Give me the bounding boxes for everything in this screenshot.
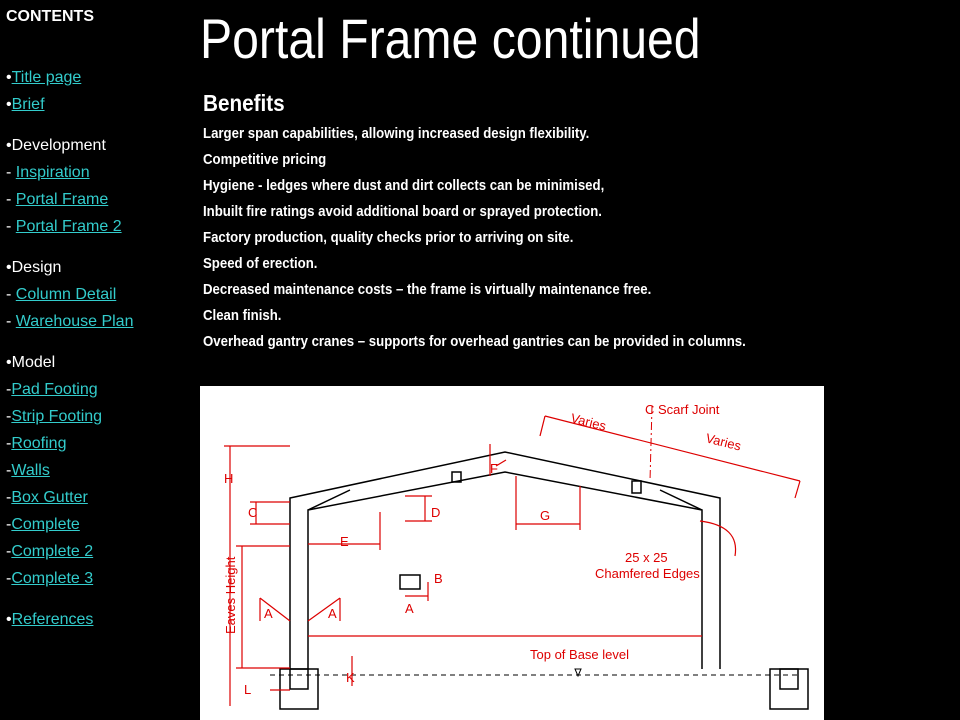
label-g: G [540,508,551,523]
label-a-left: A [264,606,273,621]
nav-complete: -Complete [6,516,80,533]
link-column-detail[interactable]: Column Detail [15,286,117,303]
dimension-lines [224,416,800,706]
contents-heading: CONTENTS [6,8,94,25]
nav-portal-frame: - Portal Frame [6,191,109,208]
sidebar-contents [6,8,196,633]
label-chamfer-1: 25 x 25 [625,550,668,565]
benefit-item: Overhead gantry cranes – supports for overhead gantries can be provided in columns. [203,333,746,350]
nav-walls: -Walls [6,462,50,479]
label-d: D [431,505,441,520]
link-complete-2[interactable]: Complete 2 [11,543,94,560]
link-complete[interactable]: Complete [11,516,80,533]
nav-title-page: •Title page [6,69,82,86]
nav-references: •References [6,611,94,628]
label-varies-2: Varies [704,430,743,454]
label-l: L [244,682,252,697]
link-strip-footing[interactable]: Strip Footing [11,408,103,425]
label-h: H [224,471,234,486]
label-eaves-height: Eaves Height [223,556,238,634]
benefit-item: Competitive pricing [203,151,327,168]
section-model: •Model [6,354,56,371]
link-pad-footing[interactable]: Pad Footing [11,381,98,398]
link-brief[interactable]: Brief [11,96,45,113]
label-a-section: A [405,601,414,616]
link-references[interactable]: References [11,611,94,628]
label-scarf-joint: C Scarf Joint [645,402,720,417]
label-a-right: A [328,606,337,621]
label-e: E [340,534,349,549]
nav-complete-3: -Complete 3 [6,570,94,587]
benefit-item: Decreased maintenance costs – the frame is virtually maintenance free. [203,281,652,298]
benefits-section [203,90,943,355]
link-roofing[interactable]: Roofing [11,435,67,452]
nav-box-gutter: -Box Gutter [6,489,88,506]
benefit-item: Inbuilt fire ratings avoid additional board or sprayed protection. [203,203,602,220]
label-k: K [346,670,355,685]
label-varies-1: Varies [569,410,608,434]
link-complete-3[interactable]: Complete 3 [11,570,94,587]
nav-brief: •Brief [6,96,45,113]
label-f: F [490,461,498,476]
link-portal-frame[interactable]: Portal Frame [15,191,109,208]
link-walls[interactable]: Walls [11,462,50,479]
benefits-heading: Benefits [203,90,285,116]
section-design: •Design [6,259,62,276]
benefit-item: Larger span capabilities, allowing increased design flexibility. [203,125,590,142]
nav-inspiration: - Inspiration [6,164,90,181]
link-title-page[interactable]: Title page [11,69,82,86]
nav-warehouse-plan: - Warehouse Plan [6,313,134,330]
portal-frame-diagram [200,386,824,720]
frame-outline [280,452,808,709]
portal-frame-drawing [200,386,824,720]
nav-strip-footing: -Strip Footing [6,408,103,425]
benefit-item: Clean finish. [203,307,282,324]
label-chamfer-2: Chamfered Edges [595,566,700,581]
link-inspiration[interactable]: Inspiration [15,164,90,181]
label-b: B [434,571,443,586]
nav-column-detail: - Column Detail [6,286,117,303]
benefit-item: Speed of erection. [203,255,318,272]
label-c: C [248,505,258,520]
section-development: •Development [6,137,106,154]
benefit-item: Hygiene - ledges where dust and dirt collects can be minimised, [203,177,605,194]
label-top-of-base: Top of Base level [530,647,630,662]
link-box-gutter[interactable]: Box Gutter [11,489,88,506]
link-portal-frame-2[interactable]: Portal Frame 2 [15,218,122,235]
nav-pad-footing: -Pad Footing [6,381,98,398]
nav-roofing: -Roofing [6,435,67,452]
nav-complete-2: -Complete 2 [6,543,94,560]
benefit-item: Factory production, quality checks prior to arriving on site. [203,229,574,246]
page-title: Portal Frame continued [200,7,701,70]
nav-portal-frame-2: - Portal Frame 2 [6,218,122,235]
link-warehouse-plan[interactable]: Warehouse Plan [15,313,134,330]
